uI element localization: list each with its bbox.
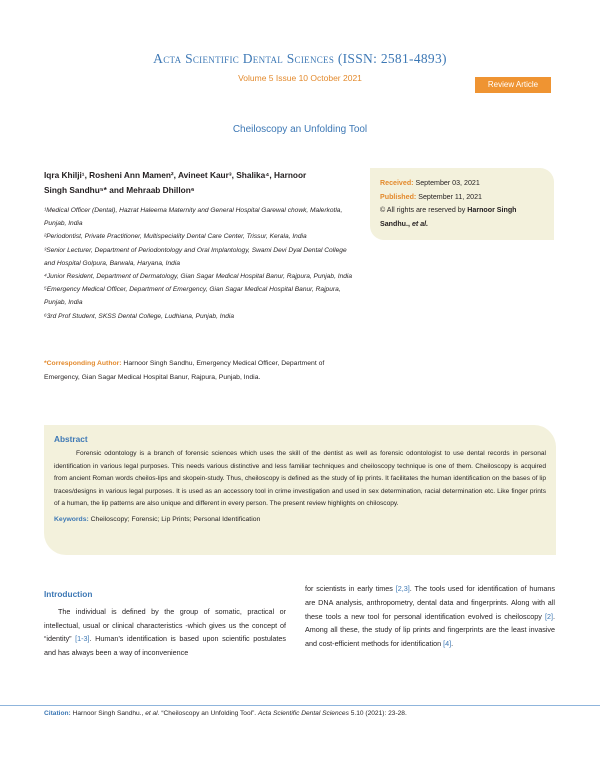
published-line <box>380 191 544 205</box>
citation-footer <box>0 705 600 721</box>
journal-title: Acta Scientific Dental Sciences (ISSN: 2581-4893) <box>153 51 447 66</box>
keywords-label: Keywords: <box>54 515 89 523</box>
body-column-left <box>44 588 286 660</box>
author-line-1: Iqra Khilji¹, Rosheni Ann Mamen², Avineet Kaur³, Shalika⁴, Harnoor <box>44 170 307 180</box>
citation-author: Harnoor Singh Sandhu., <box>72 710 144 717</box>
citation-volume: 5.10 (2021): 23-28. <box>350 710 407 717</box>
intro-paragraph-right <box>305 582 555 651</box>
article-type-badge: Review Article <box>475 77 551 93</box>
author-list <box>44 168 356 198</box>
rights-text: © All rights are reserved by <box>380 206 466 214</box>
citation-ref-link[interactable]: [2,3] <box>395 584 410 593</box>
intro-right-text-3: . Among all these, the study of lip prints and fingerprints are the least invasive and cost-efficient methods for identification <box>305 611 555 649</box>
affiliation-4: ⁴Junior Resident, Department of Dermatology, Gian Sagar Medical Hospital Banur, Rajpura, Punjab, India <box>44 273 353 281</box>
received-date: September 03, 2021 <box>415 179 480 187</box>
introduction-heading: Introduction <box>44 589 93 599</box>
citation-ref-link[interactable]: [2] <box>545 611 553 621</box>
keywords-text: Cheiloscopy; Forensic; Lip Prints; Personal Identification <box>90 515 261 523</box>
abstract-box <box>44 425 556 555</box>
intro-right-text-4: . <box>451 639 454 649</box>
intro-paragraph-left <box>44 605 286 660</box>
affiliation-3: ³Senior Lecturer, Department of Periodontology and Oral Implantology, Swami Devi Dyal Dental College and Hospital Golpura, Barwala, Haryana, India <box>44 246 347 267</box>
rights-holder: Harnoor Singh Sandhu., <box>380 206 517 228</box>
published-label: Published: <box>380 192 417 201</box>
received-label: Received: <box>380 179 414 187</box>
corresponding-label: *Corresponding Author: <box>44 360 122 367</box>
citation-title: “Cheiloscopy an Unfolding Tool”. <box>161 710 257 717</box>
citation-etal: et al. <box>145 710 160 717</box>
rights-line <box>380 204 544 231</box>
citation-ref-link[interactable]: [1-3] <box>75 634 90 644</box>
body-column-right <box>305 582 555 651</box>
author-line-2: Singh Sandhu⁵* and Mehraab Dhillon⁶ <box>44 185 195 195</box>
intro-right-text-1: for scientists in early times <box>305 584 393 593</box>
affiliation-1: ¹Medical Officer (Dental), Hazrat Haleema Maternity and General Hospital Garewal chowk, Malerkotla, Punjab, India <box>44 207 343 228</box>
affiliation-5: ⁵Emergency Medical Officer, Department of Emergency, Gian Sagar Medical Hospital Banur, Rajpura, Punjab, India <box>44 286 341 307</box>
citation-label: Citation: <box>44 710 71 717</box>
affiliation-6: ⁶3rd Prof Student, SKSS Dental College, Ludhiana, Punjab, India <box>44 312 235 320</box>
abstract-heading: Abstract <box>54 434 88 444</box>
affiliation-2: ²Periodontist, Private Practitioner, Multispeciality Dental Care Center, Trissur, Kerala, India <box>44 233 307 241</box>
corresponding-text: Harnoor Singh Sandhu, Emergency Medical Officer, Department of Emergency, Gian Sagar Medical Hospital Banur, Rajpura, Punjab, India. <box>44 360 325 381</box>
intro-left-text: The individual is defined by the group of somatic, practical or intellectual, usual or clinical characteristics -which gives us the concept of “identity” <box>44 606 286 644</box>
corresponding-author <box>44 357 354 384</box>
rights-etal: et al. <box>411 219 429 228</box>
intro-right-text-2: . The tools used for identification of humans are DNA analysis, anthropometry, dental data and fingerprints. Along with all these tools a new tool for personal identification evolved is cheiloscopy <box>305 584 556 621</box>
received-line <box>380 177 544 191</box>
citation-ref-link[interactable]: [4] <box>443 639 452 649</box>
keywords-line <box>54 516 546 523</box>
publication-dates-box <box>370 168 554 240</box>
paper-title: Cheiloscopy an Unfolding Tool <box>232 124 368 135</box>
intro-left-text-2: . Human’s identification is based upon scientific postulates and has always been a way of inconvenience <box>44 634 287 658</box>
abstract-text: Forensic odontology is a branch of forensic sciences which uses the skill of the dentist as well as forensic odontologist to use dental records in personal identification in various legal purposes. This needs various distinctive and less familiar techniques and cheiloscopy technique is one of them. Cheiloscopy is acquired from ancient Roman words cheilos-lips and skopein-study. Thus, cheiloscopy is defined as the study of lip prints. It facilitates the human identification on the bases of lip traces/designs in various legal purposes. It is used as an accessory tool in crime investigation and used in sex determination, racial determination etc. Like finger prints of a human, the lip patterns are also unique and different in every person. The present review highlights on chiloscopy. <box>54 450 546 507</box>
published-date: September 11, 2021 <box>418 192 483 201</box>
citation-journal: Acta Scientific Dental Sciences <box>257 710 349 717</box>
affiliation-list <box>44 204 354 323</box>
volume-issue: Volume 5 Issue 10 October 2021 <box>238 73 362 83</box>
